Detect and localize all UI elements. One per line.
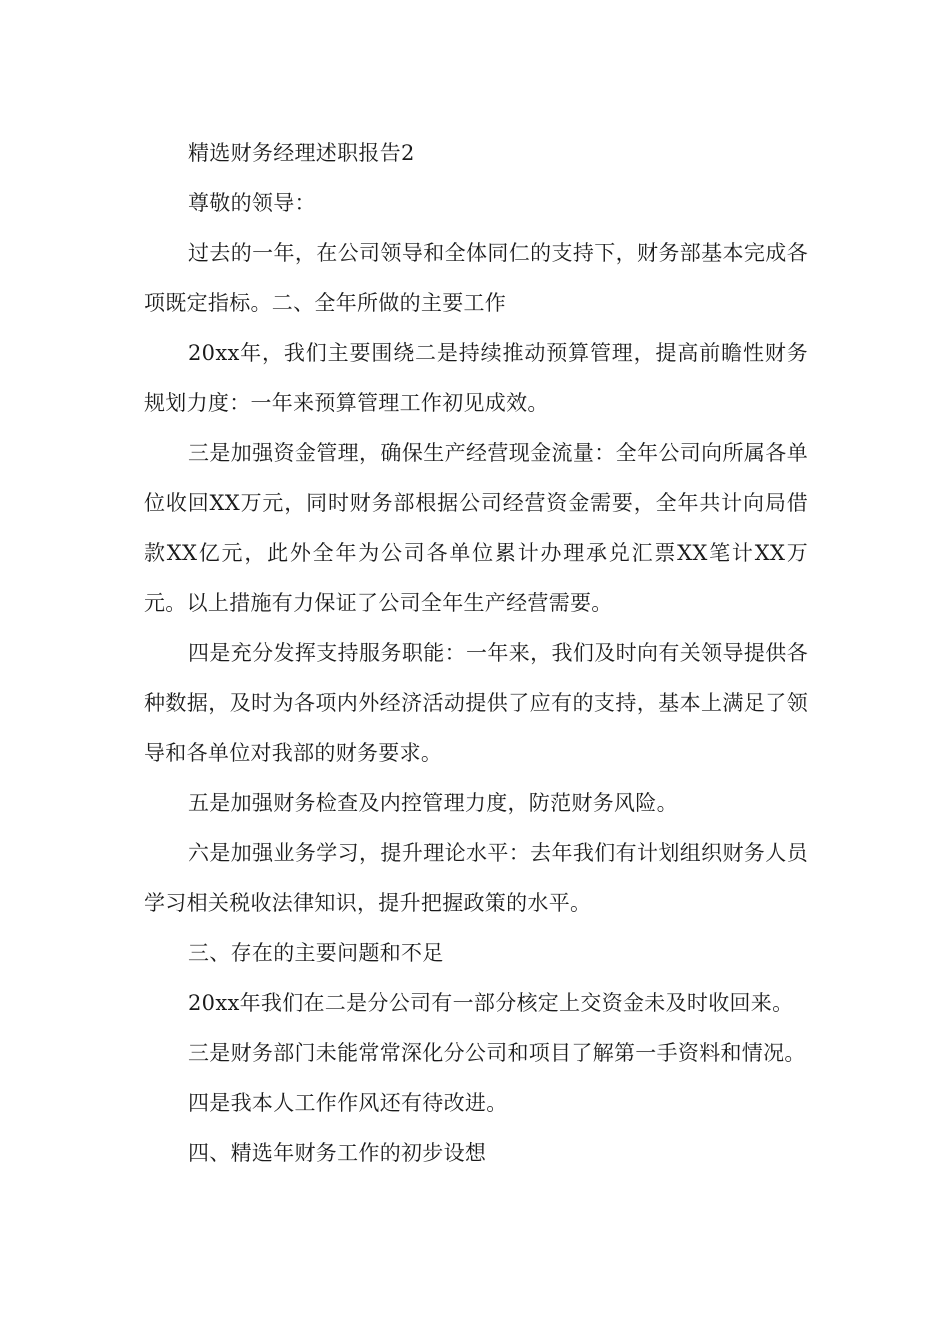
salutation: 尊敬的领导： — [188, 191, 316, 215]
paragraph-intro: 过去的一年，在公司领导和全体同仁的支持下，财务部基本完成各项既定指标。二、全年所做的主要工作 — [144, 241, 808, 315]
paragraph-support: 四是充分发挥支持服务职能：一年来，我们及时向有关领导提供各种数据，及时为各项内外经济活动提供了应有的支持，基本上满足了领导和各单位对我部的财务要求。 — [144, 641, 808, 765]
section-heading-plans: 四、精选年财务工作的初步设想 — [188, 1141, 487, 1165]
document-title: 精选财务经理述职报告2 — [188, 141, 415, 165]
paragraph-problem-style: 四是我本人工作作风还有待改进。 — [188, 1091, 508, 1115]
paragraph-inspection: 五是加强财务检查及内控管理力度，防范财务风险。 — [188, 791, 678, 815]
paragraph-problem-research: 三是财务部门未能常常深化分公司和项目了解第一手资料和情况。 — [188, 1041, 806, 1065]
document-body — [144, 128, 808, 1178]
paragraph-funds: 三是加强资金管理，确保生产经营现金流量：全年公司向所属各单位收回XX万元，同时财务部根据公司经营资金需要，全年共计向局借款XX亿元，此外全年为公司各单位累计办理承兑汇票XX笔计XX万元。以上措施有力保证了公司全年生产经营需要。 — [144, 441, 808, 615]
paragraph-problem-funds: 20xx年我们在二是分公司有一部分核定上交资金未及时收回来。 — [188, 991, 794, 1015]
paragraph-learning: 六是加强业务学习，提升理论水平：去年我们有计划组织财务人员学习相关税收法律知识，提升把握政策的水平。 — [144, 841, 808, 915]
paragraph-budget: 20xx年，我们主要围绕二是持续推动预算管理，提高前瞻性财务规划力度：一年来预算管理工作初见成效。 — [144, 341, 808, 415]
section-heading-problems: 三、存在的主要问题和不足 — [188, 941, 444, 965]
